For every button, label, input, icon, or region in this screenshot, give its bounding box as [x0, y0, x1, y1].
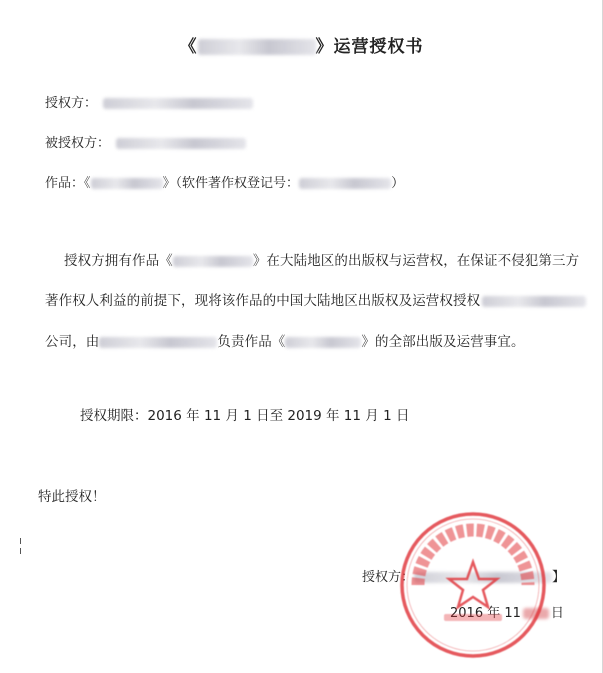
closing-remark: 特此授权！	[38, 489, 106, 505]
authorization-period: 授权期限：2016 年 11 月 1 日至 2019 年 11 月 1 日	[80, 408, 410, 424]
redacted-licensee-name	[116, 138, 246, 149]
redacted-registration-number	[299, 178, 391, 189]
work-label: 作品：	[45, 176, 85, 191]
signature-date	[450, 602, 564, 621]
body-line-1-text-a: 授权方拥有作品《	[64, 253, 173, 269]
body-line-1	[64, 249, 579, 269]
signature-label: 授权方：	[362, 570, 415, 585]
title-text: 》运营授权书	[315, 37, 424, 57]
work-quote-close: 》	[162, 176, 176, 191]
margin-marks	[20, 538, 24, 558]
document-title	[0, 32, 603, 57]
signature-bracket: 】	[552, 570, 566, 585]
company-seal-stamp	[398, 510, 548, 660]
licensor-label: 授权方：	[45, 96, 98, 111]
body-line-1-text-b: 》在大陆地区的出版权与运营权，在保证不侵犯第三方	[252, 253, 580, 269]
signature-date-a: 2016 年 11	[450, 606, 521, 621]
licensor-field	[45, 92, 253, 111]
title-open-quote: 《	[179, 37, 198, 57]
signature-date-b: 日	[550, 606, 564, 621]
registration-close: ）	[391, 176, 405, 191]
work-field	[45, 172, 404, 191]
redacted-licensee-company	[482, 296, 586, 307]
body-line-3-text-b: 负责作品《	[217, 334, 286, 350]
body-line-2-text: 著作权人利益的前提下，现将该作品的中国大陆地区出版权及运营权授权	[45, 293, 481, 309]
signature-line	[362, 566, 565, 585]
licensee-field	[45, 132, 246, 151]
registration-label: （软件著作权登记号：	[175, 176, 300, 191]
seal-outer-ring	[402, 514, 544, 656]
redacted-signatory	[414, 572, 552, 583]
body-line-2	[45, 289, 586, 309]
work-quote-open: 《	[84, 176, 91, 191]
redacted-work-name	[91, 178, 163, 189]
body-line-3	[45, 330, 525, 350]
redacted-operator-company	[99, 337, 217, 348]
body-line-3-text-c: 》的全部出版及运营事宜。	[361, 334, 525, 350]
redacted-licensor-name	[103, 98, 253, 109]
redacted-work-name-2	[173, 256, 253, 267]
redacted-date-month	[523, 608, 549, 619]
redacted-work-name-3	[285, 337, 361, 348]
licensee-label: 被授权方：	[45, 136, 111, 151]
redacted-work-title	[198, 39, 316, 55]
body-line-3-text-a: 公司，由	[45, 334, 100, 350]
